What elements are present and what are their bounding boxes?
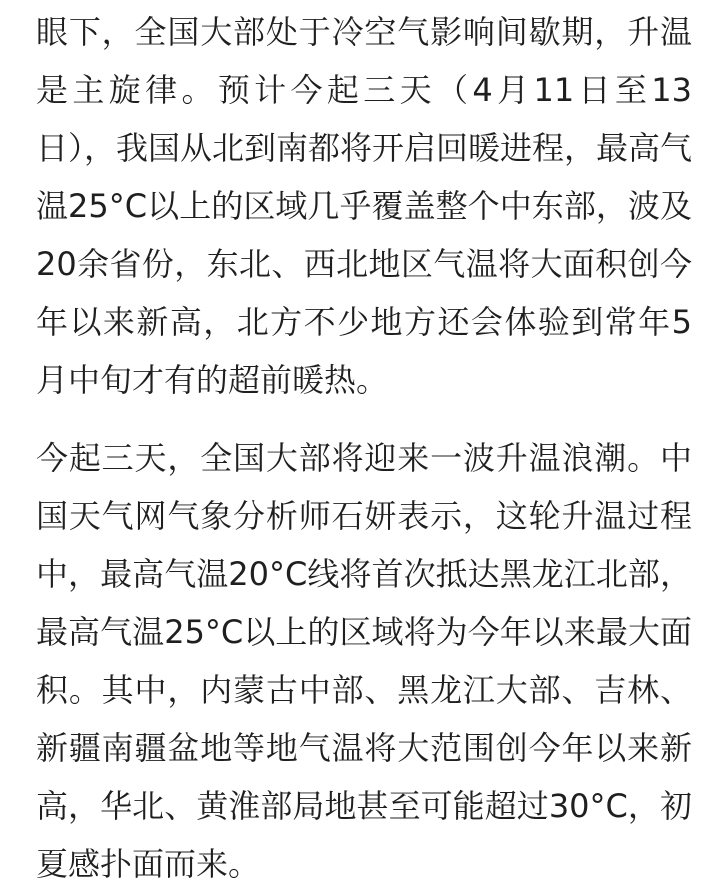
article-body xyxy=(36,3,692,893)
article-paragraph-2: 今起三天，全国大部将迎来一波升温浪潮。中国天气网气象分析师石妍表示，这轮升温过程中，最高气温20°C线将首次抵达黑龙江北部，最高气温25°C以上的区域将为今年以来最大面积。其中，内蒙古中部、黑龙江大部、吉林、新疆南疆盆地等地气温将大范围创今年以来新高，华北、黄淮部局地甚至可能超过30°C，初夏感扑面而来。 xyxy=(36,439,692,883)
article-paragraph-1: 眼下，全国大部处于冷空气影响间歇期，升温是主旋律。预计今起三天（4月11日至13日），我国从北到南都将开启回暖进程，最高气温25°C以上的区域几乎覆盖整个中东部，波及20余省份，东北、西北地区气温将大面积创今年以来新高，北方不少地方还会体验到常年5月中旬才有的超前暖热。 xyxy=(36,13,693,399)
